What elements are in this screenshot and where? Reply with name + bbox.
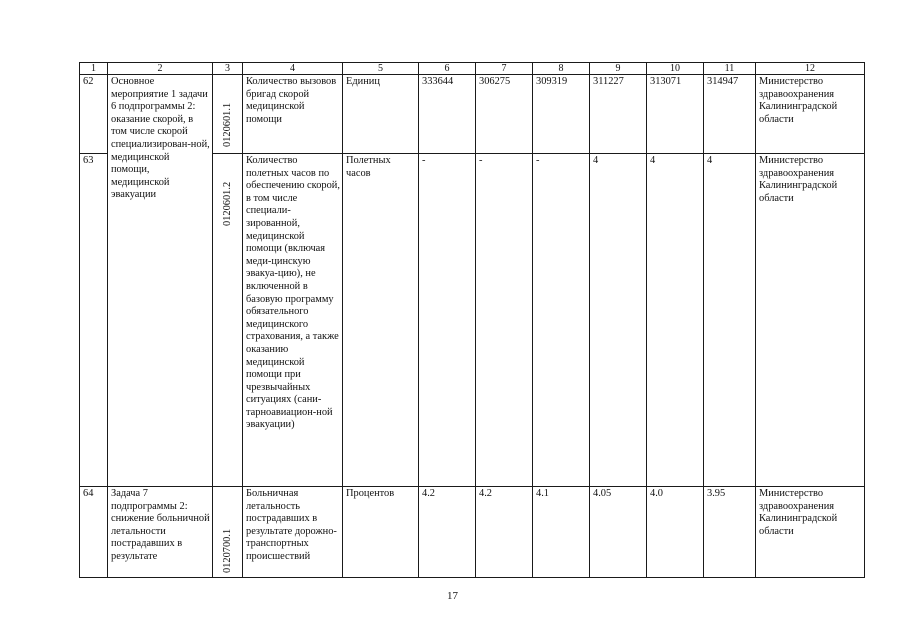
value-cell: 3.95	[704, 487, 756, 578]
budget-code: 0120700.1	[222, 528, 233, 573]
row-number: 63	[80, 154, 108, 487]
value-cell: 4	[590, 154, 647, 487]
column-header: 5	[343, 63, 419, 75]
value-cell: 4.1	[533, 487, 590, 578]
row-number: 64	[80, 487, 108, 578]
code-cell	[213, 154, 243, 487]
budget-code: 0120601.1	[222, 102, 233, 147]
responsible-cell: Министерство здравоохранения Калининградской области	[756, 154, 865, 487]
row-number: 62	[80, 75, 108, 154]
value-cell: 309319	[533, 75, 590, 154]
table-row	[80, 487, 865, 578]
budget-code: 0120601.2	[222, 181, 233, 226]
value-cell: -	[533, 154, 590, 487]
column-header: 10	[647, 63, 704, 75]
value-cell: 4.05	[590, 487, 647, 578]
code-cell	[213, 75, 243, 154]
value-cell: 306275	[476, 75, 533, 154]
unit-cell: Единиц	[343, 75, 419, 154]
value-cell: 4.2	[419, 487, 476, 578]
unit-cell: Полетных часов	[343, 154, 419, 487]
indicator-name: Количество вызовов бригад скорой медицинской помощи	[243, 75, 343, 154]
column-header: 8	[533, 63, 590, 75]
column-header: 11	[704, 63, 756, 75]
column-header: 3	[213, 63, 243, 75]
column-header: 6	[419, 63, 476, 75]
responsible-cell: Министерство здравоохранения Калининградской области	[756, 487, 865, 578]
column-header: 2	[108, 63, 213, 75]
value-cell: -	[419, 154, 476, 487]
value-cell: 4.2	[476, 487, 533, 578]
indicators-table	[79, 62, 865, 578]
event-description: Задача 7 подпрограммы 2: снижение больничной летальности пострадавших в результате	[108, 487, 213, 578]
responsible-cell: Министерство здравоохранения Калининградской области	[756, 75, 865, 154]
indicator-name: Количество полетных часов по обеспечению скорой, в том числе специали-зированной, медицинской помощи (включая меди-цинскую эвакуа-цию), не включенной в базовую программу обязательного медицинского страхования, а также оказанию медицинской помощи при чрезвычайных ситуациях (сани-тарноавиацион-ной эвакуации)	[243, 154, 343, 487]
value-cell: 314947	[704, 75, 756, 154]
value-cell: -	[476, 154, 533, 487]
page-number: 17	[447, 590, 458, 602]
column-header: 9	[590, 63, 647, 75]
value-cell: 333644	[419, 75, 476, 154]
value-cell: 4	[704, 154, 756, 487]
column-header: 12	[756, 63, 865, 75]
value-cell: 4.0	[647, 487, 704, 578]
code-cell	[213, 487, 243, 578]
table-row	[80, 75, 865, 154]
column-header: 4	[243, 63, 343, 75]
column-header: 7	[476, 63, 533, 75]
unit-cell: Процентов	[343, 487, 419, 578]
column-header: 1	[80, 63, 108, 75]
event-description: Основное мероприятие 1 задачи 6 подпрограммы 2: оказание скорой, в том числе скорой специализирован-ной, медицинской помощи, медицинской эвакуации	[108, 75, 213, 487]
value-cell: 313071	[647, 75, 704, 154]
value-cell: 311227	[590, 75, 647, 154]
table-header-row	[80, 63, 865, 75]
indicator-name: Больничная летальность пострадавших в результате дорожно-транспортных происшествий	[243, 487, 343, 578]
value-cell: 4	[647, 154, 704, 487]
